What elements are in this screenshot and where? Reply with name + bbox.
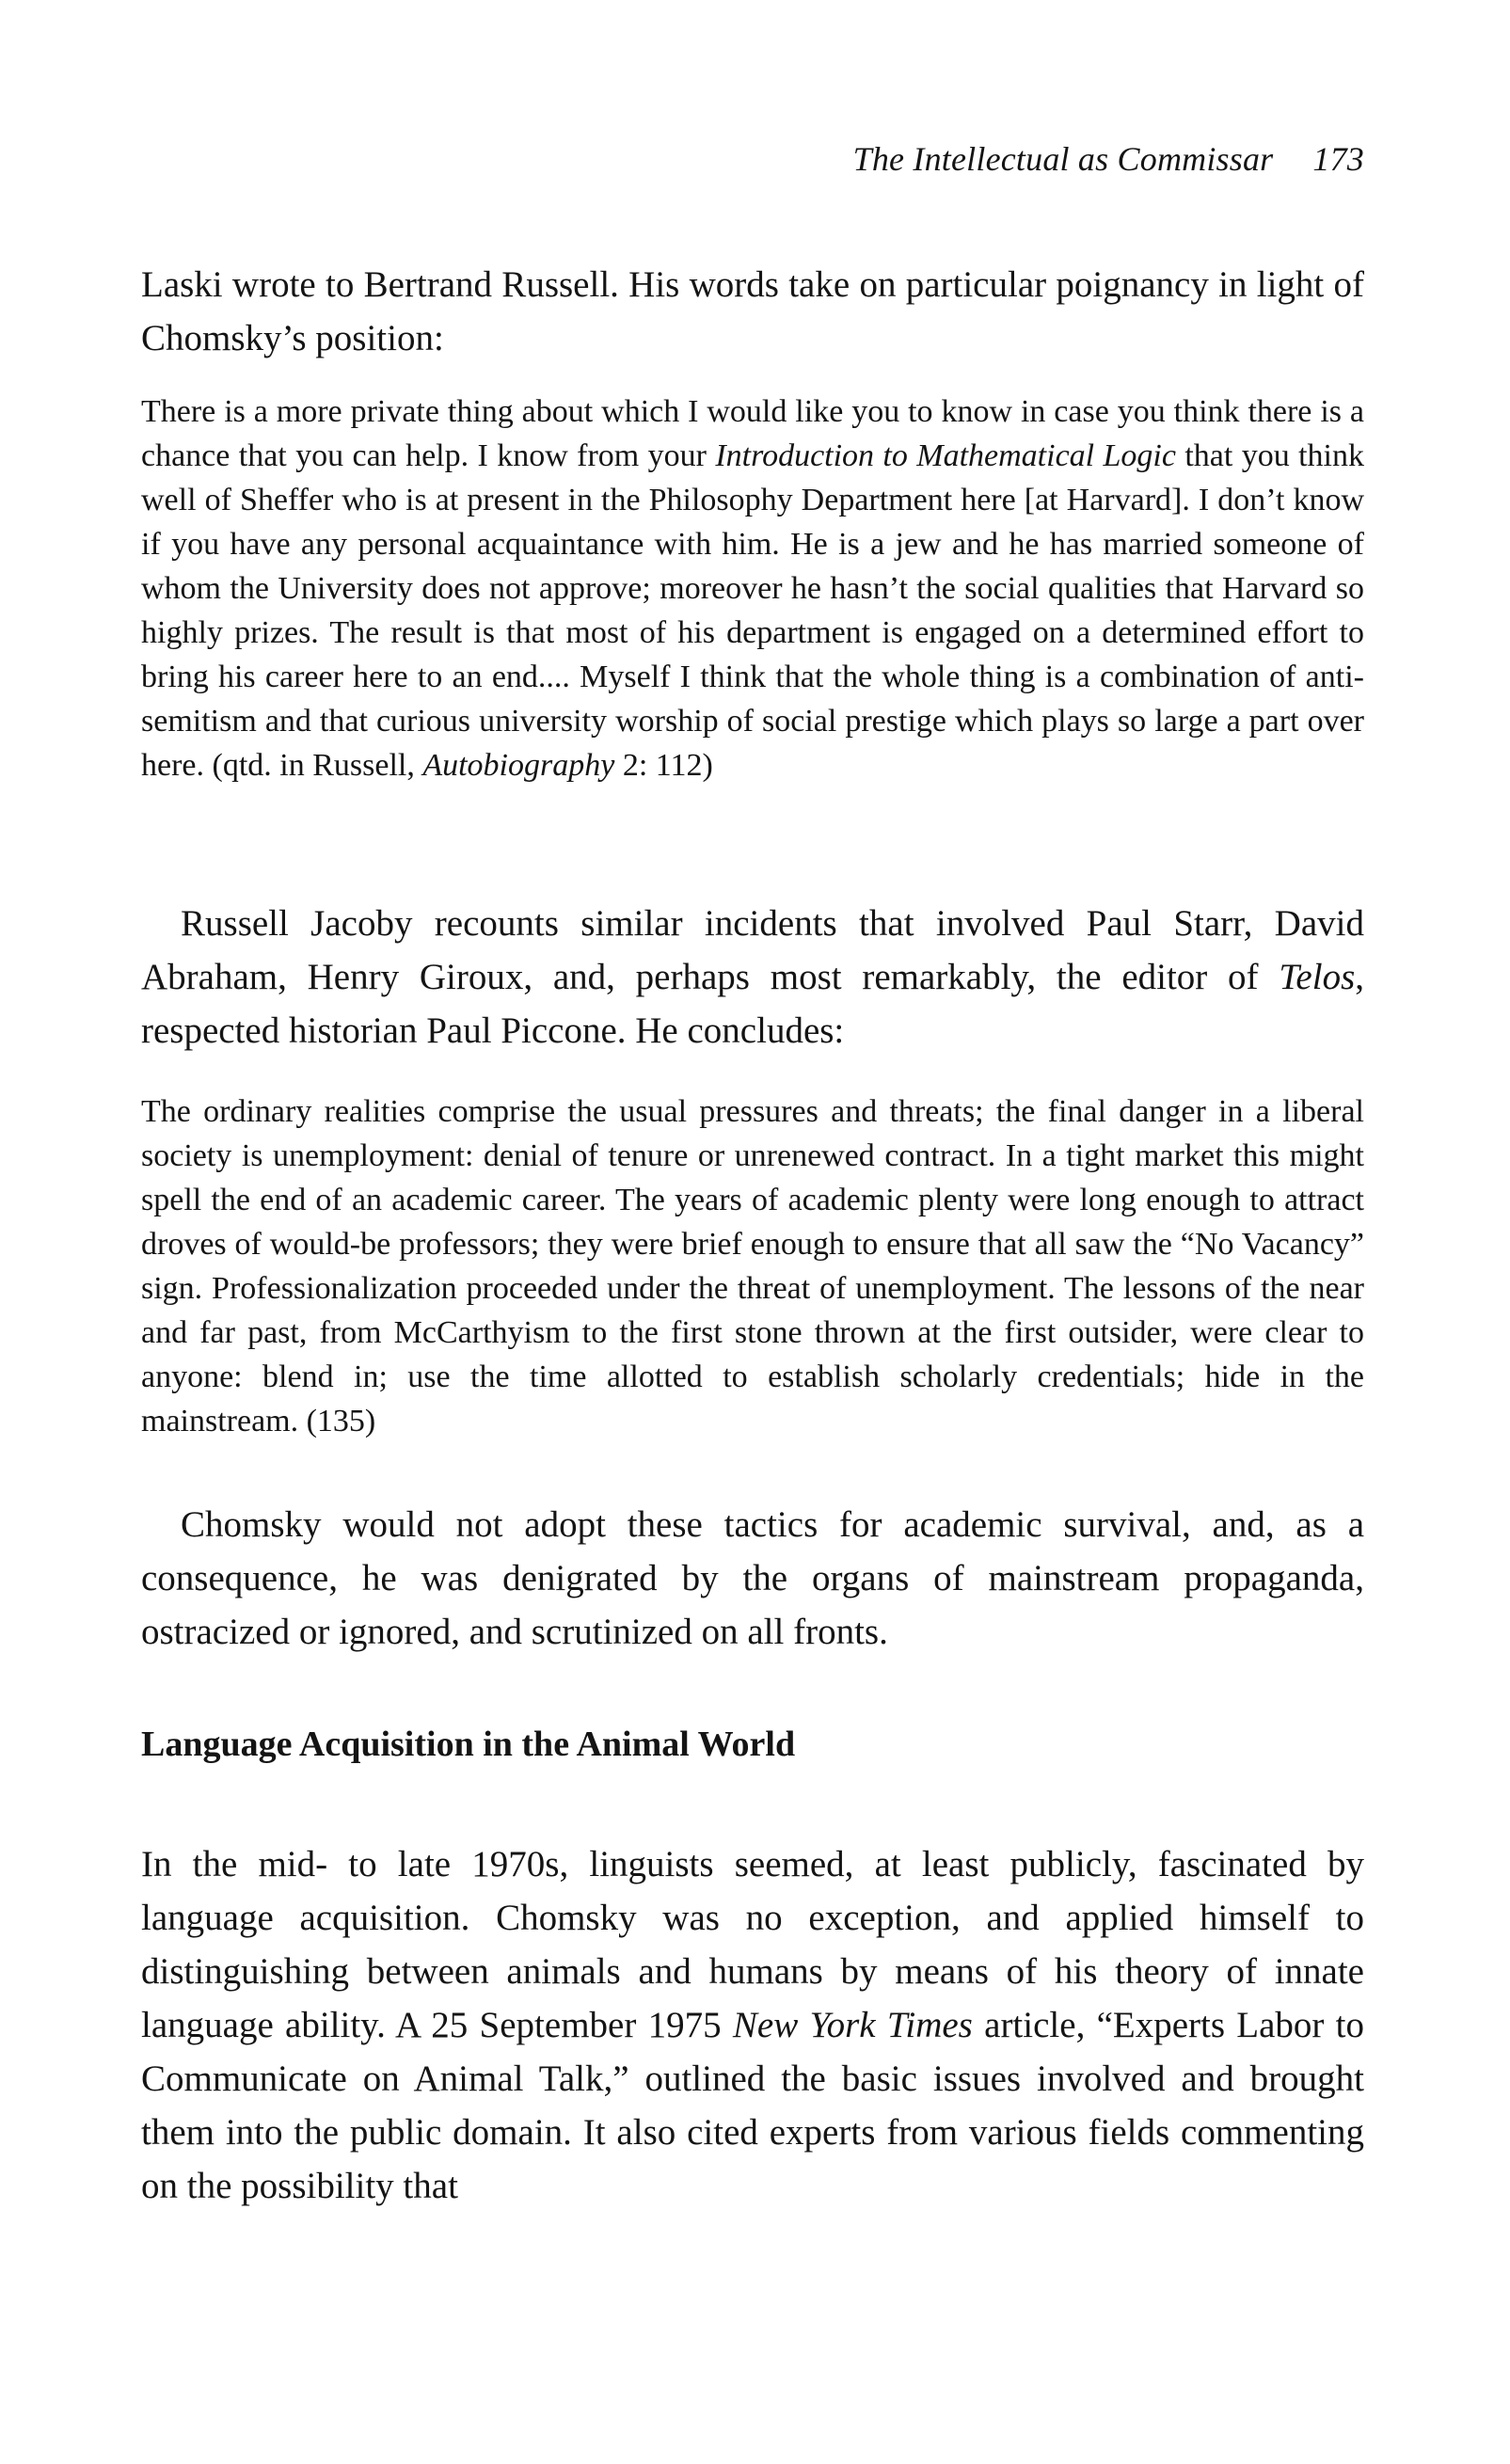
block-quote-jacoby: [141, 1089, 1364, 1443]
page-number: 173: [1312, 140, 1364, 178]
paragraph-chomsky-tactics-text: Chomsky would not adopt these tactics for academic survival, and, as a consequence, he was denigrated by the organs of mainstream propaganda, ostracized or ignored, and scrutinized on all fronts.: [141, 1504, 1364, 1652]
paragraph-jacoby-text-2: , respected historian Paul Piccone. He concludes:: [141, 957, 1364, 1051]
running-head: [853, 139, 1364, 179]
section-heading: [141, 1724, 795, 1765]
paragraph-language-newspaper: New York Times: [732, 2005, 973, 2045]
quote-laski-book-title: Introduction to Mathematical Logic: [715, 438, 1176, 473]
paragraph-language-acquisition: [141, 1837, 1364, 2213]
block-quote-laski-letter: [141, 389, 1364, 787]
quote-laski-text-1: There is a more private thing about which I would like you to know in case you think there is a chance that you can help. I know from your: [141, 394, 1364, 473]
paragraph-jacoby: [141, 897, 1364, 1057]
paragraph-laski: [141, 258, 1364, 365]
quote-laski-citation-page: 2: 112): [614, 748, 713, 783]
section-heading-text: Language Acquisition in the Animal World: [141, 1725, 796, 1764]
running-head-title: The Intellectual as Commissar: [852, 140, 1274, 178]
quote-jacoby-text: The ordinary realities comprise the usual pressures and threats; the final danger in a liberal society is unemployment: denial of tenure or unrenewed contract. In a tight market this might spell the end of an academic career. The years of academic plenty were long enough to attract droves of would-be professors; they were brief enough to ensure that all saw the “No Vacancy” sign. Professionalization proceeded under the threat of unemployment. The lessons of the near and far past, from McCarthyism to the first stone thrown at the first outsider, were clear to anyone: blend in; use the time allotted to establish scholarly credentials; hide in the mainstream. (135): [141, 1094, 1364, 1439]
paragraph-language-text-1: In the mid- to late 1970s, linguists seemed, at least publicly, fascinated by language acquisition. Chomsky was no exception, and applied himself to distinguishing between animals and humans by means of his theory of innate language ability. A 25 September 1975: [141, 1844, 1364, 2045]
quote-laski-citation-title: Autobiography: [422, 748, 615, 783]
paragraph-laski-text: Laski wrote to Bertrand Russell. His words take on particular poignancy in light of Chomsky’s position:: [141, 264, 1364, 358]
paragraph-chomsky-tactics: [141, 1498, 1364, 1659]
quote-laski-text-2: that you think well of Sheffer who is at present in the Philosophy Department here [at Harvard]. I don’t know if you have any personal acquaintance with him. He is a jew and he has married someone of whom the University does not approve; moreover he hasn’t the social qualities that Harvard so highly prizes. The result is that most of his department is engaged on a determined effort to bring his career here to an end.... Myself I think that the whole thing is a combination of anti-semitism and that curious university worship of social prestige which plays so large a part over here. (qtd. in Russell,: [141, 438, 1364, 783]
paragraph-jacoby-journal: Telos: [1279, 957, 1356, 997]
paragraph-language-text-2: article, “Experts Labor to Communicate on Animal Talk,” outlined the basic issues involved and brought them into the public domain. It also cited experts from various fields commenting on the possibility that: [141, 2005, 1365, 2206]
paragraph-jacoby-text-1: Russell Jacoby recounts similar incidents that involved Paul Starr, David Abraham, Henry Giroux, and, perhaps most remarkably, the editor of: [141, 903, 1364, 997]
